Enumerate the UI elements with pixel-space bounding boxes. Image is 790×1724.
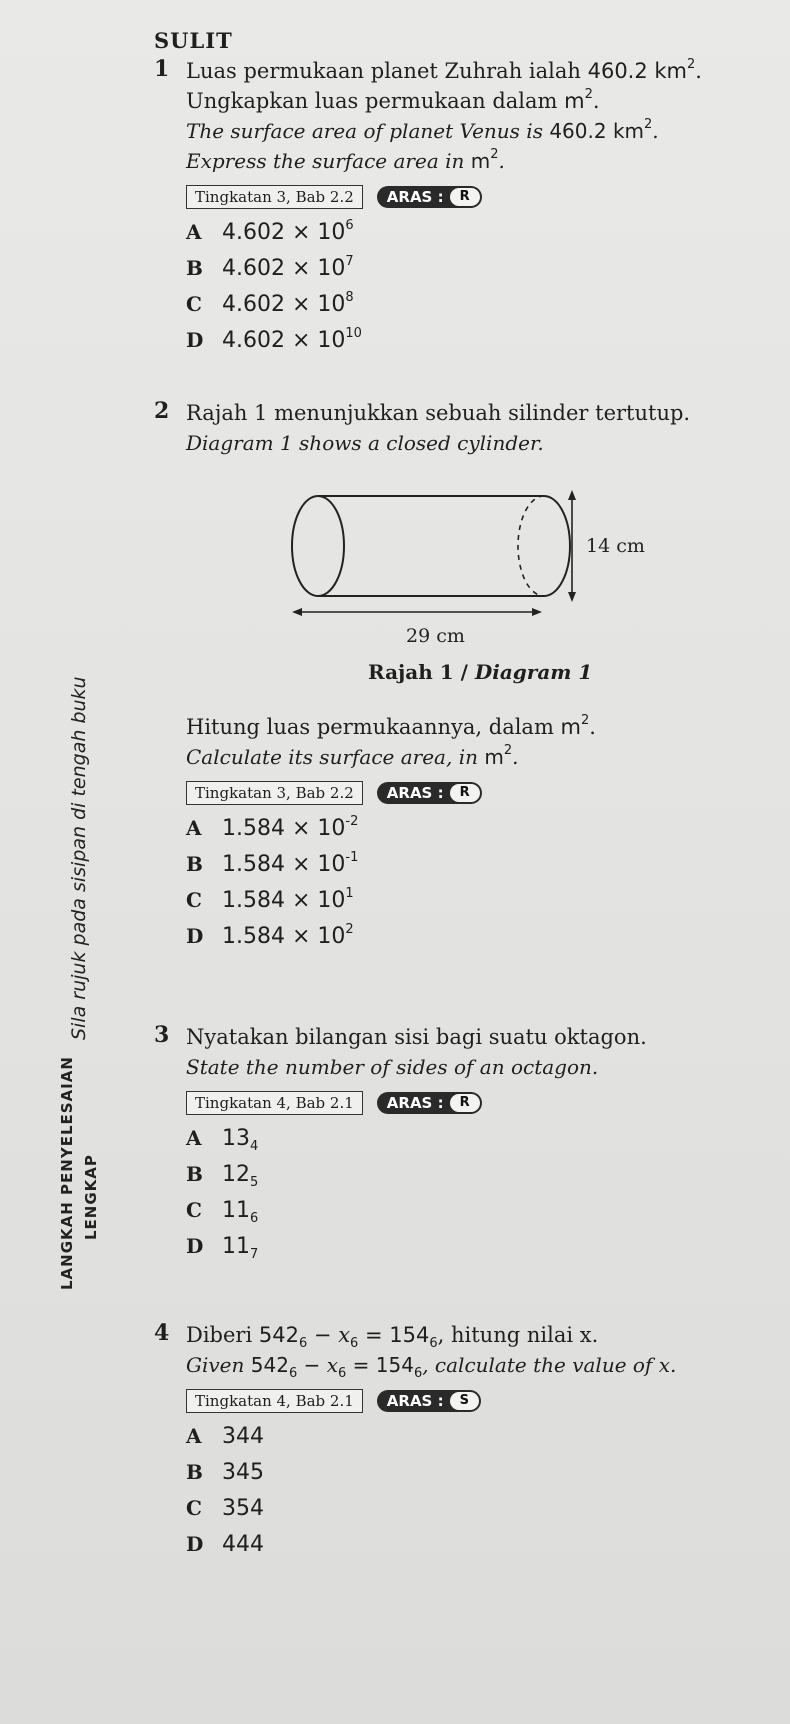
question-text-en: State the number of sides of an octagon. [186, 1055, 599, 1079]
question-text-ms: Diberi $542_6 - x_6 = 154_6$, hitung nilai x. [186, 1323, 599, 1351]
option-a[interactable]: A $13_4$ [186, 1126, 259, 1154]
question-text-en: Given $542_6 - x_6 = 154_6$, calculate the value of x. [186, 1353, 677, 1381]
equation: $542_6 - x_6 = 154_6$ [258, 1323, 438, 1351]
aras-level: R [450, 188, 480, 206]
aras-level: R [450, 784, 480, 802]
option-d[interactable]: D 444 [186, 1532, 264, 1557]
option-d[interactable]: D $4.602 \times 10^{10}$ [186, 326, 362, 353]
option-b[interactable]: B $4.602 \times 10^7$ [186, 254, 354, 281]
height-label: 14 cm [586, 535, 645, 557]
question-text-en: The surface area of planet Venus is 460.2 $km^2$. [186, 117, 659, 143]
option-b[interactable]: B $1.584 \times 10^{-1}$ [186, 850, 359, 877]
option-a[interactable]: A $4.602 \times 10^6$ [186, 218, 354, 245]
question-number: 3 [154, 1022, 170, 1048]
option-c[interactable]: C $11_6$ [186, 1198, 259, 1226]
sidebar-book-line1: LANGKAH PENYELESAIAN [58, 1056, 76, 1290]
aras-badge: ARAS : R [377, 1092, 482, 1114]
length-label: 29 cm [406, 625, 465, 647]
aras-badge: ARAS : R [377, 782, 482, 804]
option-c[interactable]: C $1.584 \times 10^1$ [186, 886, 354, 913]
aras-level: R [450, 1094, 480, 1112]
question-text-en-2: Calculate its surface area, in $m^2$. [186, 743, 519, 769]
question-text-en-2: Express the surface area in $m^2$. [186, 147, 505, 173]
option-d[interactable]: D $11_7$ [186, 1234, 259, 1262]
option-c[interactable]: C 354 [186, 1496, 264, 1521]
option-a[interactable]: A 344 [186, 1424, 264, 1449]
syllabus-tag: Tingkatan 4, Bab 2.1 [186, 1389, 363, 1413]
question-text-ms-2: Ungkapkan luas permukaan dalam $m^2$. [186, 87, 600, 113]
question-number: 4 [154, 1320, 170, 1346]
question-text-ms: Nyatakan bilangan sisi bagi suatu oktagon. [186, 1025, 647, 1049]
aras-badge: ARAS : R [377, 186, 482, 208]
syllabus-tag: Tingkatan 4, Bab 2.1 [186, 1091, 363, 1115]
question-text-ms: Luas permukaan planet Zuhrah ialah 460.2 $km^2$. [186, 57, 702, 83]
option-d[interactable]: D $1.584 \times 10^2$ [186, 922, 354, 949]
option-b[interactable]: B 345 [186, 1460, 264, 1485]
sidebar-book-line2: LENGKAP [82, 1154, 100, 1240]
diagram-caption: Rajah 1 / Diagram 1 [368, 660, 593, 684]
cylinder-diagram [290, 488, 670, 648]
equation: $542_6 - x_6 = 154_6$ [250, 1353, 423, 1381]
question-number: 1 [154, 56, 170, 82]
option-c[interactable]: C $4.602 \times 10^8$ [186, 290, 354, 317]
question-text-ms: Rajah 1 menunjukkan sebuah silinder tertutup. [186, 401, 691, 425]
sidebar-note: Sila rujuk pada sisipan di tengah buku [68, 676, 90, 1040]
question-number: 2 [154, 398, 170, 424]
header-label: SULIT [154, 28, 233, 53]
syllabus-tag: Tingkatan 3, Bab 2.2 [186, 185, 363, 209]
question-text-ms-2: Hitung luas permukaannya, dalam $m^2$. [186, 713, 596, 739]
syllabus-tag: Tingkatan 3, Bab 2.2 [186, 781, 363, 805]
question-text-en: Diagram 1 shows a closed cylinder. [186, 431, 544, 455]
option-a[interactable]: A $1.584 \times 10^{-2}$ [186, 814, 359, 841]
option-b[interactable]: B $12_5$ [186, 1162, 259, 1190]
aras-badge: ARAS : S [377, 1390, 481, 1412]
aras-level: S [450, 1392, 479, 1410]
